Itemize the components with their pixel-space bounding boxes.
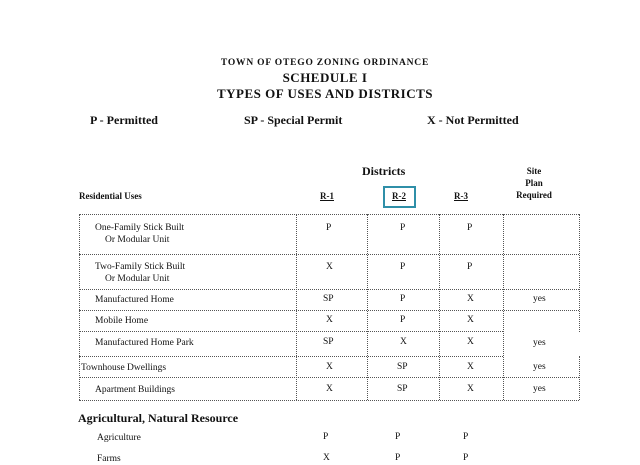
col-divider — [79, 214, 80, 400]
cell-r3: X — [467, 384, 474, 394]
use-line2: Or Modular Unit — [105, 274, 170, 284]
col-divider — [579, 356, 580, 400]
agri-row-use: Agriculture — [97, 433, 141, 443]
use-line2: Or Modular Unit — [105, 235, 170, 245]
site-plan-line1: Site — [526, 166, 542, 176]
cell-r2: P — [400, 315, 406, 325]
cell-r3: X — [467, 315, 474, 325]
agri-cell-r2: P — [395, 453, 401, 463]
agri-cell-r3: P — [463, 432, 469, 442]
row-divider — [79, 254, 579, 255]
cell-site-plan: yes — [533, 338, 546, 348]
residential-uses-label: Residential Uses — [79, 191, 142, 201]
col-divider — [439, 214, 440, 400]
cell-r3: P — [467, 223, 473, 233]
table-row-use — [95, 261, 185, 285]
legend-special-permit: SP - Special Permit — [244, 113, 343, 127]
cell-r1: X — [326, 362, 333, 372]
table-row-use: Townhouse Dwellings — [81, 363, 167, 373]
legend-permitted: P - Permitted — [90, 113, 158, 127]
table-row-use: Manufactured Home Park — [95, 338, 194, 348]
col-divider — [503, 214, 504, 400]
cell-r1: X — [326, 384, 333, 394]
table-row-use: Apartment Buildings — [95, 385, 175, 395]
table-row-use — [95, 222, 184, 246]
cell-r2: SP — [397, 362, 408, 372]
col-divider — [367, 214, 368, 400]
cell-r1: SP — [323, 294, 334, 304]
cell-r1: P — [326, 223, 332, 233]
cell-r3: X — [467, 294, 474, 304]
site-plan-header — [506, 165, 562, 201]
column-r2: R-2 — [392, 191, 406, 201]
legend-not-permitted: X - Not Permitted — [427, 113, 519, 127]
use-line1: Two-Family Stick Built — [95, 262, 186, 272]
row-divider — [79, 377, 579, 378]
row-divider — [79, 289, 579, 290]
col-divider — [579, 214, 580, 332]
col-divider — [296, 214, 297, 400]
cell-r3: X — [467, 337, 474, 347]
cell-site-plan: yes — [533, 294, 546, 304]
column-r1: R-1 — [320, 191, 334, 201]
cell-r2: P — [400, 262, 406, 272]
ordinance-title: TOWN OF OTEGO ZONING ORDINANCE — [220, 58, 430, 68]
row-divider — [79, 400, 579, 401]
agri-section-title: Agricultural, Natural Resource — [78, 411, 239, 425]
cell-r1: X — [326, 262, 333, 272]
cell-site-plan: yes — [533, 362, 546, 372]
cell-r3: P — [467, 262, 473, 272]
cell-r3: X — [467, 362, 474, 372]
agri-cell-r2: P — [395, 432, 401, 442]
table-row-use: Mobile Home — [95, 316, 149, 326]
site-plan-line2: Plan — [525, 178, 543, 188]
cell-r2: P — [400, 294, 406, 304]
cell-r2: X — [400, 337, 407, 347]
page-title: TYPES OF USES AND DISTRICTS — [216, 86, 434, 101]
row-divider — [79, 310, 579, 311]
schedule-title: SCHEDULE I — [282, 70, 368, 85]
use-line1: One-Family Stick Built — [95, 223, 185, 233]
agri-cell-r3: P — [463, 453, 469, 463]
agri-row-use: Farms — [97, 454, 121, 464]
cell-r2: SP — [397, 384, 408, 394]
row-divider — [79, 214, 579, 215]
agri-cell-r1: X — [323, 453, 330, 463]
cell-site-plan: yes — [533, 384, 546, 394]
site-plan-line3: Required — [516, 190, 552, 200]
cell-r1: X — [326, 315, 333, 325]
cell-r1: SP — [323, 337, 334, 347]
column-r3: R-3 — [454, 191, 468, 201]
cell-r2: P — [400, 223, 406, 233]
districts-header: Districts — [362, 164, 406, 178]
table-row-use: Manufactured Home — [95, 295, 174, 305]
agri-cell-r1: P — [323, 432, 329, 442]
